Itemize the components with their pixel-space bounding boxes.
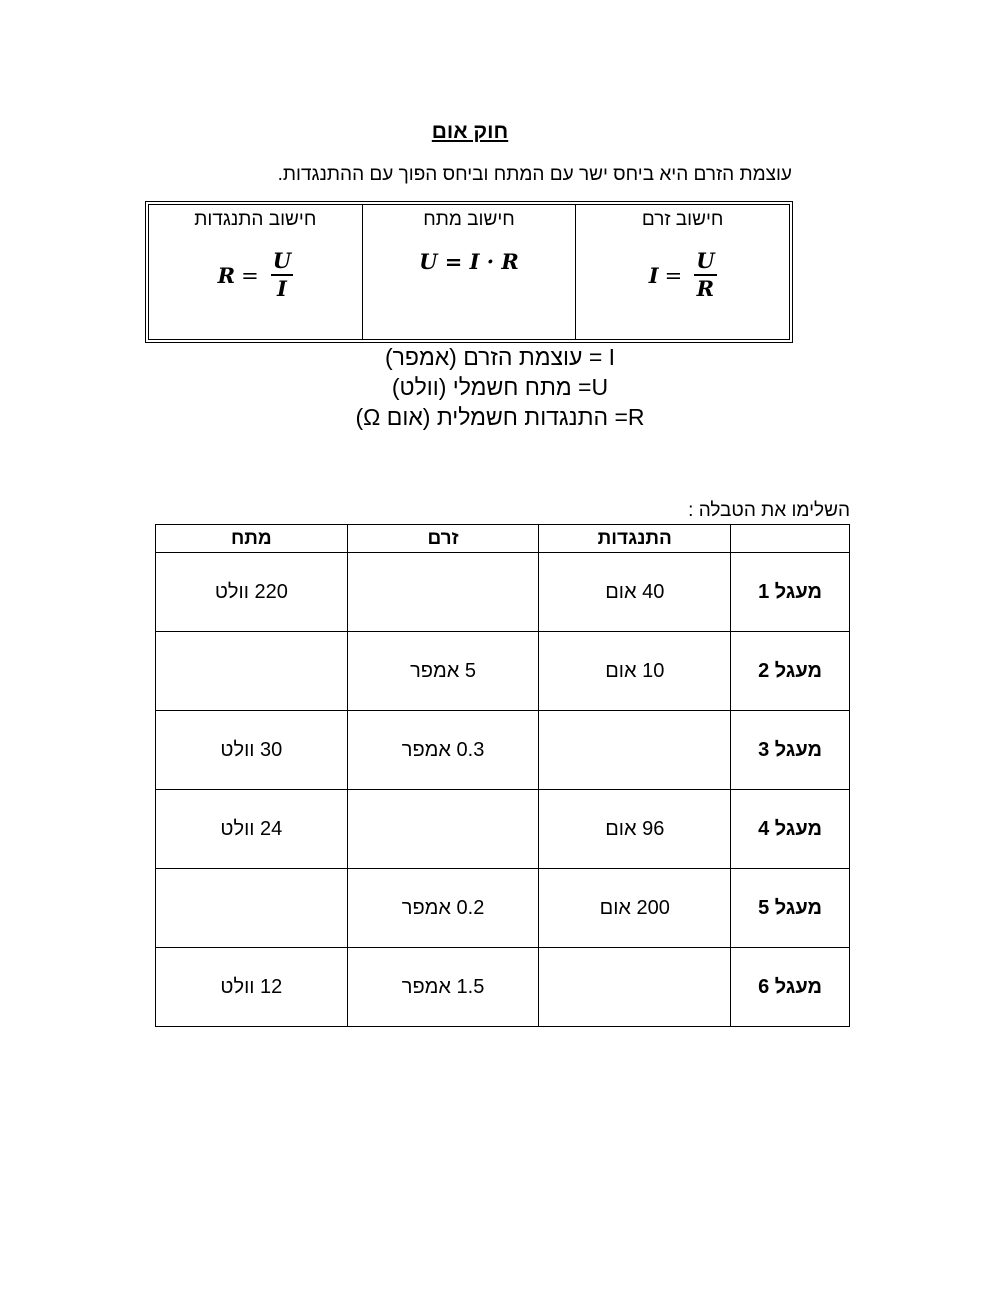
formula-voltage [363,249,576,274]
formula-resistance-heading: חישוב התנגדות [194,209,317,230]
formula-current-heading: חישוב זרם [641,209,724,230]
formula-resistance-cell [148,204,362,340]
formula-current-denominator: R [696,276,715,301]
circuits-table [155,524,850,1027]
formula-resistance: R = $\frac{U}{I}$ [217,248,292,301]
formula-voltage-heading: חישוב מתח [423,209,515,230]
formula-voltage-cell [362,204,576,340]
resistance-cell[interactable]: 96 אום [539,790,731,869]
current-cell[interactable]: 1.5 אמפר [347,948,539,1027]
resistance-cell[interactable]: 200 אום [539,869,731,948]
formula-current: I = $\frac{U}{R}$ [648,248,715,301]
formula-resistance-numerator: U [271,249,293,276]
resistance-cell[interactable]: 40 אום [539,553,731,632]
voltage-cell[interactable]: 12 וולט [156,948,348,1027]
row-label: מעגל 2 [731,632,850,711]
voltage-cell[interactable]: 30 וולט [156,711,348,790]
table-row [156,553,850,632]
voltage-cell[interactable] [156,632,348,711]
table-header-row [156,525,850,553]
row-label: מעגל 6 [731,948,850,1027]
legend-resistance: R= התנגדות חשמלית (אום Ω) [355,404,645,430]
current-cell[interactable]: 0.2 אמפר [347,869,539,948]
current-cell[interactable]: 0.3 אמפר [347,711,539,790]
table-row [156,790,850,869]
header-current: זרם [347,525,539,553]
formula-resistance-lhs: R [217,263,236,288]
table-row [156,948,850,1027]
formula-voltage-expr: U = I · R [419,249,519,274]
formula-current-lhs: I [648,263,659,288]
voltage-cell[interactable] [156,869,348,948]
legend-current: I = עוצמת הזרם (אמפר) [384,344,616,370]
formula-box [145,201,793,343]
current-cell[interactable] [347,790,539,869]
subtitle: עוצמת הזרם היא ביחס ישר עם המתח וביחס הפוך עם ההתנגדות. [277,164,792,185]
resistance-cell[interactable] [539,948,731,1027]
instructions: השלימו את הטבלה : [688,500,850,521]
current-cell[interactable]: 5 אמפר [347,632,539,711]
formula-current-numerator: U [694,249,716,276]
formula-resistance-denominator: I [276,276,287,301]
header-label [731,525,850,553]
page-title: חוק אום [431,120,509,143]
resistance-cell[interactable] [539,711,731,790]
table-row [156,711,850,790]
voltage-cell[interactable]: 220 וולט [156,553,348,632]
formula-current-cell [575,204,790,340]
legend-voltage: U= מתח חשמלי (וולט) [391,374,609,400]
table-row [156,632,850,711]
row-label: מעגל 5 [731,869,850,948]
resistance-cell[interactable]: 10 אום [539,632,731,711]
header-voltage: מתח [156,525,348,553]
header-resistance: התנגדות [539,525,731,553]
voltage-cell[interactable]: 24 וולט [156,790,348,869]
row-label: מעגל 1 [731,553,850,632]
row-label: מעגל 4 [731,790,850,869]
current-cell[interactable] [347,553,539,632]
table-row [156,869,850,948]
row-label: מעגל 3 [731,711,850,790]
